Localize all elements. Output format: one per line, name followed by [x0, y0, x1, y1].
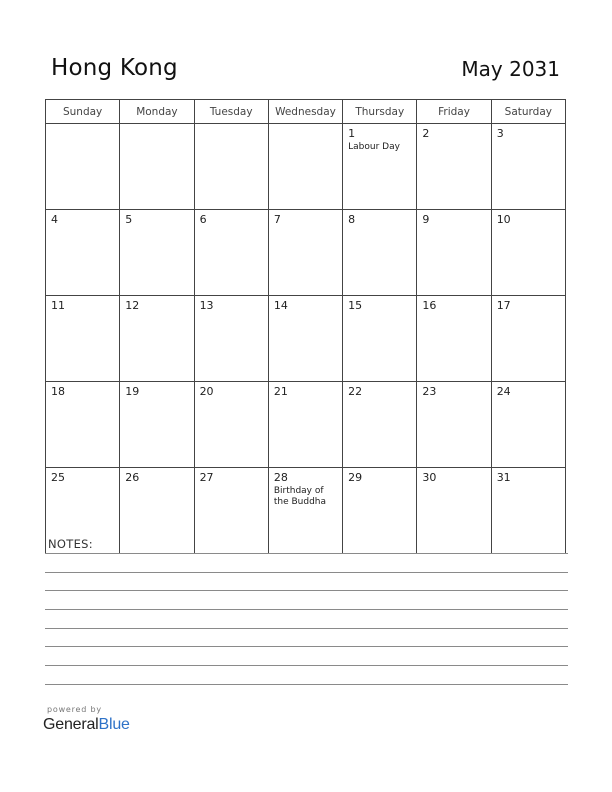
weekday-sunday: Sunday	[46, 100, 120, 124]
day-cell	[46, 124, 120, 210]
day-cell	[120, 124, 194, 210]
day-cell	[343, 124, 417, 210]
day-cell	[268, 468, 342, 554]
day-number: 7	[273, 213, 281, 226]
day-number: 29	[348, 471, 363, 484]
powered-by-text: powered by	[47, 705, 102, 714]
week-row	[46, 468, 566, 554]
day-cell	[120, 468, 194, 554]
day-number: 9	[422, 213, 430, 226]
note-line	[45, 609, 568, 610]
day-number: 11	[51, 299, 65, 312]
brand-name-part2: Blue	[98, 716, 130, 733]
day-cell	[46, 382, 120, 468]
notes-label: NOTES:	[48, 537, 93, 551]
day-number: 14	[273, 299, 288, 312]
day-cell	[268, 382, 342, 468]
calendar-country-title: Hong Kong	[51, 55, 178, 81]
day-number: 19	[125, 385, 140, 398]
calendar-grid	[45, 99, 566, 554]
day-number: 5	[125, 213, 133, 226]
day-number: 20	[199, 385, 214, 398]
day-number: 21	[273, 385, 288, 398]
day-number: 12	[125, 299, 140, 312]
day-number: 22	[348, 385, 363, 398]
day-number: 27	[199, 471, 214, 484]
note-line	[45, 628, 568, 629]
day-number: 23	[422, 385, 437, 398]
day-cell	[491, 124, 565, 210]
day-cell	[120, 210, 194, 296]
day-number: 4	[51, 213, 58, 226]
day-cell	[268, 124, 342, 210]
day-number: 2	[422, 127, 430, 140]
weekday-thursday: Thursday	[343, 100, 417, 124]
day-cell	[120, 382, 194, 468]
day-number: 15	[348, 299, 363, 312]
day-cell	[343, 468, 417, 554]
day-cell	[268, 296, 342, 382]
day-cell	[46, 296, 120, 382]
day-number: 26	[125, 471, 140, 484]
weekday-header-row	[46, 100, 566, 124]
note-line	[45, 665, 568, 666]
week-row	[46, 296, 566, 382]
calendar-month-title: May 2031	[461, 57, 560, 81]
day-number: 24	[496, 385, 511, 398]
day-cell	[417, 124, 491, 210]
note-line	[45, 572, 568, 573]
day-number: 18	[51, 385, 65, 398]
weekday-wednesday: Wednesday	[268, 100, 342, 124]
note-line	[45, 684, 568, 685]
day-cell	[268, 210, 342, 296]
day-cell	[343, 296, 417, 382]
weekday-tuesday: Tuesday	[194, 100, 268, 124]
note-line	[45, 553, 568, 554]
note-line	[45, 590, 568, 591]
week-row	[46, 124, 566, 210]
holiday-label: Birthday of the Buddha	[273, 486, 326, 507]
day-cell	[417, 468, 491, 554]
day-cell	[491, 296, 565, 382]
day-cell	[417, 210, 491, 296]
day-cell	[491, 210, 565, 296]
day-cell	[194, 468, 268, 554]
holiday-label: Labour Day	[348, 142, 400, 152]
day-cell	[491, 382, 565, 468]
brand-name-part1: General	[43, 716, 99, 733]
day-cell	[417, 296, 491, 382]
week-row	[46, 382, 566, 468]
day-number: 13	[199, 299, 214, 312]
day-number: 3	[496, 127, 504, 140]
day-number: 1	[348, 127, 356, 140]
note-line	[45, 646, 568, 647]
week-row	[46, 210, 566, 296]
weekday-saturday: Saturday	[491, 100, 565, 124]
day-number: 28	[273, 471, 288, 484]
weekday-friday: Friday	[417, 100, 491, 124]
day-cell	[120, 296, 194, 382]
day-cell	[194, 124, 268, 210]
day-number: 16	[422, 299, 437, 312]
day-number: 25	[51, 471, 65, 484]
day-cell	[417, 382, 491, 468]
day-cell	[194, 296, 268, 382]
day-cell	[194, 210, 268, 296]
day-cell	[491, 468, 565, 554]
day-number: 30	[422, 471, 437, 484]
day-number: 6	[199, 213, 207, 226]
day-cell	[46, 210, 120, 296]
weekday-monday: Monday	[120, 100, 194, 124]
day-number: 8	[348, 213, 356, 226]
day-cell	[194, 382, 268, 468]
day-cell	[343, 210, 417, 296]
day-number: 17	[496, 299, 511, 312]
day-number: 31	[496, 471, 511, 484]
day-number: 10	[496, 213, 511, 226]
generalblue-logo	[43, 716, 130, 734]
day-cell	[343, 382, 417, 468]
